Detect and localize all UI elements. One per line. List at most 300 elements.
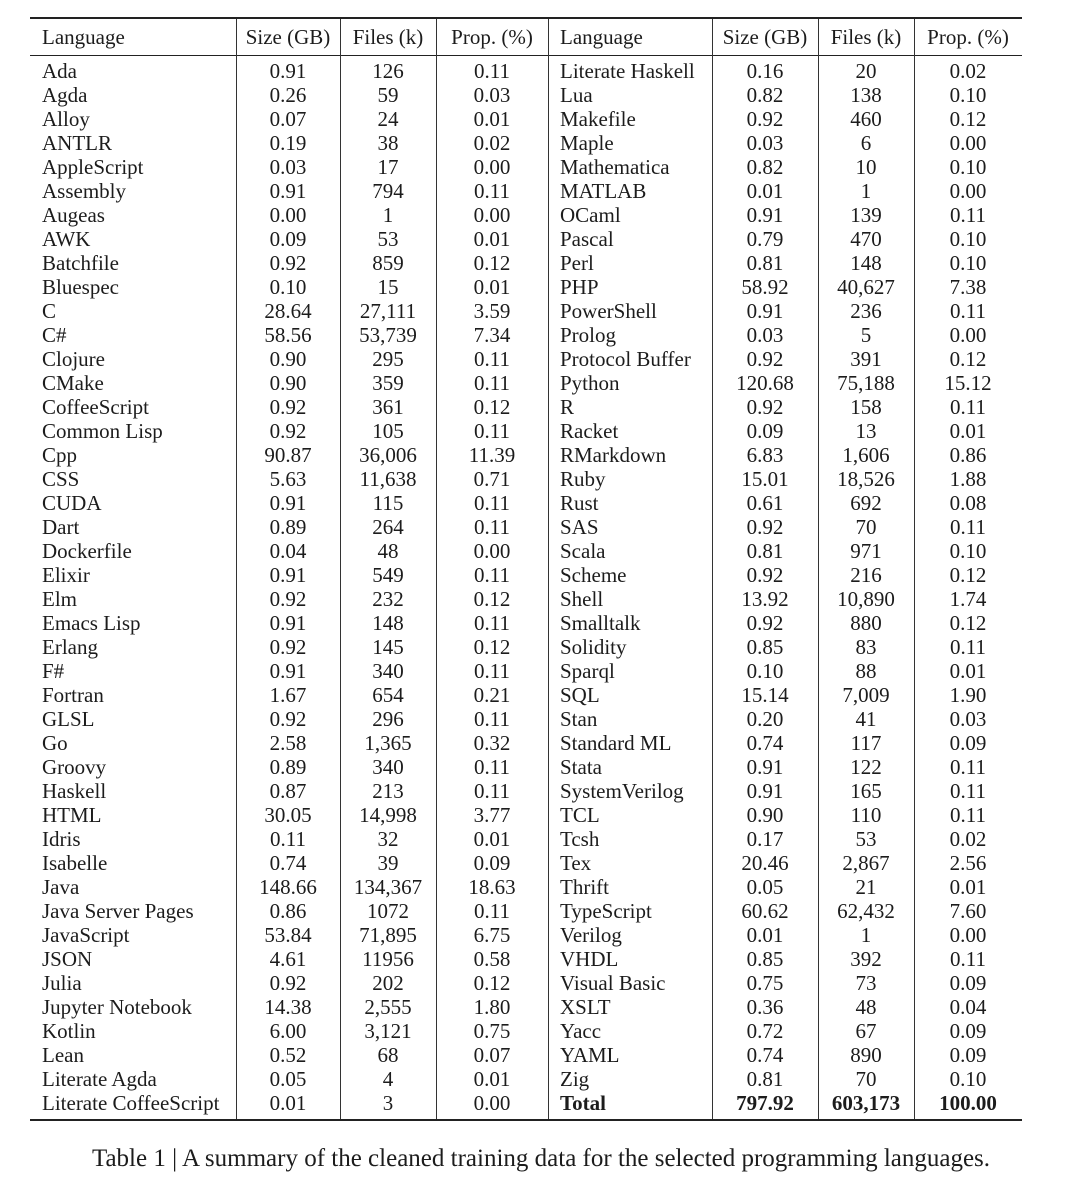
table-row: [30, 539, 1022, 563]
left-size-gb-cell: 0.91: [269, 179, 307, 203]
left-prop-pct-cell: 0.58: [473, 947, 511, 971]
right-language-cell: Visual Basic: [560, 971, 666, 995]
right-prop-pct-cell: 0.11: [950, 803, 986, 827]
header-left-files-k: Files (k): [352, 25, 424, 49]
left-files-k-cell: 39: [377, 851, 399, 875]
right-language-cell: R: [560, 395, 575, 419]
table-body: [30, 59, 1022, 1115]
left-files-k-cell: 14,998: [359, 803, 417, 827]
table-row: [30, 947, 1022, 971]
right-files-k-cell: 692: [850, 491, 882, 515]
right-prop-pct-cell: 0.11: [950, 395, 986, 419]
left-size-gb-cell: 0.09: [269, 227, 307, 251]
left-files-k-cell: 232: [372, 587, 404, 611]
header-left-prop-pct: Prop. (%): [451, 25, 533, 49]
left-files-k-cell: 27,111: [359, 299, 417, 323]
left-files-k-cell: 859: [372, 251, 404, 275]
left-prop-pct-cell: 0.11: [474, 59, 510, 83]
right-files-k-cell: 18,526: [837, 467, 895, 491]
left-files-k-cell: 53: [377, 227, 399, 251]
left-size-gb-cell: 0.04: [269, 539, 307, 563]
right-size-gb-cell: 0.91: [746, 203, 784, 227]
left-prop-pct-cell: 0.00: [473, 203, 511, 227]
right-files-k-cell: 62,432: [837, 899, 895, 923]
left-prop-pct-cell: 18.63: [468, 875, 516, 899]
left-language-cell: C#: [42, 323, 67, 347]
right-language-cell: YAML: [560, 1043, 620, 1067]
right-size-gb-cell: 15.14: [741, 683, 789, 707]
left-prop-pct-cell: 0.11: [474, 371, 510, 395]
left-size-gb-cell: 5.63: [269, 467, 307, 491]
right-files-k-cell: 75,188: [837, 371, 895, 395]
right-size-gb-cell: 0.92: [746, 515, 784, 539]
left-language-cell: CoffeeScript: [42, 395, 149, 419]
left-files-k-cell: 264: [372, 515, 404, 539]
right-size-gb-cell: 0.92: [746, 347, 784, 371]
table-row: [30, 467, 1022, 491]
left-size-gb-cell: 6.00: [269, 1019, 307, 1043]
left-size-gb-cell: 0.00: [269, 203, 307, 227]
left-prop-pct-cell: 0.02: [473, 131, 511, 155]
left-language-cell: Julia: [42, 971, 82, 995]
left-prop-pct-cell: 0.75: [473, 1019, 511, 1043]
right-language-cell: Literate Haskell: [560, 59, 695, 83]
right-size-gb-cell: 0.03: [746, 131, 784, 155]
right-prop-pct-cell: 0.11: [950, 515, 986, 539]
right-size-gb-cell: 20.46: [741, 851, 789, 875]
right-size-gb-cell: 0.79: [746, 227, 784, 251]
right-language-cell: TCL: [560, 803, 600, 827]
right-size-gb-cell: 0.20: [746, 707, 784, 731]
table-row: [30, 899, 1022, 923]
table-row: [30, 491, 1022, 515]
total-size-gb-cell: 797.92: [736, 1091, 794, 1115]
right-files-k-cell: 2,867: [842, 851, 890, 875]
left-language-cell: Bluespec: [42, 275, 119, 299]
left-language-cell: Java Server Pages: [42, 899, 194, 923]
total-language-cell: Total: [560, 1091, 606, 1115]
right-size-gb-cell: 120.68: [736, 371, 794, 395]
right-language-cell: Makefile: [560, 107, 636, 131]
left-files-k-cell: 296: [372, 707, 404, 731]
right-language-cell: SystemVerilog: [560, 779, 684, 803]
table-row: [30, 755, 1022, 779]
left-prop-pct-cell: 0.11: [474, 179, 510, 203]
right-files-k-cell: 88: [855, 659, 877, 683]
left-prop-pct-cell: 0.11: [474, 659, 510, 683]
left-files-k-cell: 68: [377, 1043, 399, 1067]
left-size-gb-cell: 28.64: [264, 299, 312, 323]
table-row: [30, 443, 1022, 467]
right-language-cell: Scala: [560, 539, 606, 563]
right-prop-pct-cell: 0.10: [949, 227, 987, 251]
left-size-gb-cell: 0.03: [269, 155, 307, 179]
left-files-k-cell: 53,739: [359, 323, 417, 347]
right-size-gb-cell: 0.01: [746, 923, 784, 947]
left-files-k-cell: 15: [377, 275, 399, 299]
left-prop-pct-cell: 0.12: [473, 635, 511, 659]
table-row: [30, 107, 1022, 131]
right-files-k-cell: 890: [850, 1043, 882, 1067]
left-size-gb-cell: 0.92: [269, 419, 307, 443]
left-size-gb-cell: 0.92: [269, 251, 307, 275]
left-size-gb-cell: 148.66: [259, 875, 317, 899]
right-files-k-cell: 148: [850, 251, 882, 275]
left-size-gb-cell: 0.11: [270, 827, 306, 851]
right-files-k-cell: 10: [855, 155, 877, 179]
left-language-cell: AppleScript: [42, 155, 144, 179]
left-prop-pct-cell: 0.11: [474, 419, 510, 443]
right-prop-pct-cell: 0.00: [949, 131, 987, 155]
right-language-cell: TypeScript: [560, 899, 652, 923]
right-language-cell: Pascal: [560, 227, 614, 251]
left-language-cell: Isabelle: [42, 851, 108, 875]
header-right-language: Language: [560, 25, 643, 49]
right-files-k-cell: 70: [855, 1067, 877, 1091]
left-language-cell: Emacs Lisp: [42, 611, 141, 635]
left-language-cell: C: [42, 299, 57, 323]
right-language-cell: Protocol Buffer: [560, 347, 691, 371]
left-files-k-cell: 340: [372, 659, 404, 683]
right-size-gb-cell: 0.82: [746, 155, 784, 179]
right-prop-pct-cell: 0.11: [950, 299, 986, 323]
right-files-k-cell: 1,606: [842, 443, 890, 467]
left-language-cell: Groovy: [42, 755, 107, 779]
right-files-k-cell: 10,890: [837, 587, 895, 611]
right-files-k-cell: 971: [850, 539, 882, 563]
left-prop-pct-cell: 0.01: [473, 275, 511, 299]
table-row: [30, 179, 1022, 203]
right-prop-pct-cell: 7.38: [949, 275, 987, 299]
right-size-gb-cell: 0.61: [746, 491, 784, 515]
left-files-k-cell: 48: [377, 539, 399, 563]
left-prop-pct-cell: 0.71: [473, 467, 511, 491]
right-files-k-cell: 460: [850, 107, 882, 131]
right-language-cell: PHP: [560, 275, 599, 299]
total-prop-pct-cell: 100.00: [939, 1091, 997, 1115]
left-language-cell: CUDA: [42, 491, 102, 515]
left-language-cell: Fortran: [42, 683, 104, 707]
right-size-gb-cell: 0.75: [746, 971, 784, 995]
left-size-gb-cell: 1.67: [269, 683, 307, 707]
right-language-cell: RMarkdown: [560, 443, 667, 467]
left-size-gb-cell: 0.07: [269, 107, 307, 131]
right-size-gb-cell: 0.72: [746, 1019, 784, 1043]
right-prop-pct-cell: 0.09: [949, 1043, 987, 1067]
left-size-gb-cell: 0.05: [269, 1067, 307, 1091]
right-language-cell: Ruby: [560, 467, 606, 491]
left-files-k-cell: 295: [372, 347, 404, 371]
table-row: [30, 347, 1022, 371]
right-size-gb-cell: 0.85: [746, 947, 784, 971]
left-language-cell: Elixir: [42, 563, 90, 587]
right-files-k-cell: 110: [850, 803, 882, 827]
right-language-cell: Mathematica: [560, 155, 670, 179]
left-prop-pct-cell: 0.11: [474, 755, 510, 779]
right-prop-pct-cell: 0.10: [949, 83, 987, 107]
left-size-gb-cell: 0.92: [269, 395, 307, 419]
left-prop-pct-cell: 0.12: [473, 971, 511, 995]
right-language-cell: Lua: [560, 83, 593, 107]
left-size-gb-cell: 0.90: [269, 371, 307, 395]
right-files-k-cell: 117: [850, 731, 882, 755]
right-prop-pct-cell: 0.09: [949, 1019, 987, 1043]
right-language-cell: Stata: [560, 755, 602, 779]
right-files-k-cell: 470: [850, 227, 882, 251]
table-row: [30, 299, 1022, 323]
right-language-cell: PowerShell: [560, 299, 657, 323]
left-files-k-cell: 17: [377, 155, 399, 179]
right-prop-pct-cell: 0.00: [949, 179, 987, 203]
left-size-gb-cell: 0.74: [269, 851, 307, 875]
right-language-cell: Shell: [560, 587, 604, 611]
left-language-cell: Batchfile: [42, 251, 119, 275]
right-prop-pct-cell: 0.08: [949, 491, 987, 515]
left-size-gb-cell: 0.92: [269, 587, 307, 611]
left-language-cell: Ada: [42, 59, 77, 83]
left-language-cell: ANTLR: [42, 131, 112, 155]
right-files-k-cell: 83: [855, 635, 877, 659]
right-size-gb-cell: 13.92: [741, 587, 789, 611]
table-header: [30, 19, 1022, 55]
left-language-cell: Common Lisp: [42, 419, 163, 443]
right-language-cell: Perl: [560, 251, 594, 275]
left-language-cell: Alloy: [42, 107, 90, 131]
table-header-rule: [30, 55, 1022, 56]
right-language-cell: Solidity: [560, 635, 627, 659]
left-language-cell: Elm: [42, 587, 77, 611]
left-language-cell: CMake: [42, 371, 104, 395]
left-language-cell: Augeas: [42, 203, 105, 227]
left-prop-pct-cell: 3.59: [473, 299, 511, 323]
left-size-gb-cell: 0.91: [269, 59, 307, 83]
left-size-gb-cell: 0.01: [269, 1091, 307, 1115]
table-row: [30, 611, 1022, 635]
right-language-cell: Prolog: [560, 323, 617, 347]
table-row: [30, 83, 1022, 107]
table-caption: Table 1 | A summary of the cleaned training data for the selected programming languages.: [91, 1145, 991, 1172]
left-language-cell: Dart: [42, 515, 80, 539]
right-language-cell: Rust: [560, 491, 599, 515]
right-prop-pct-cell: 0.86: [949, 443, 987, 467]
left-files-k-cell: 115: [372, 491, 404, 515]
left-language-cell: Literate Agda: [42, 1067, 157, 1091]
right-files-k-cell: 1: [860, 179, 872, 203]
right-files-k-cell: 73: [855, 971, 877, 995]
left-files-k-cell: 1,365: [364, 731, 412, 755]
right-size-gb-cell: 0.91: [746, 755, 784, 779]
table-row: [30, 707, 1022, 731]
left-size-gb-cell: 2.58: [269, 731, 307, 755]
left-files-k-cell: 134,367: [353, 875, 423, 899]
left-size-gb-cell: 0.91: [269, 659, 307, 683]
left-prop-pct-cell: 3.77: [473, 803, 511, 827]
table-row: [30, 275, 1022, 299]
right-files-k-cell: 20: [855, 59, 877, 83]
right-language-cell: Sparql: [560, 659, 615, 683]
left-files-k-cell: 213: [372, 779, 404, 803]
right-files-k-cell: 216: [850, 563, 882, 587]
right-prop-pct-cell: 0.11: [950, 779, 986, 803]
right-language-cell: Yacc: [560, 1019, 602, 1043]
left-language-cell: Jupyter Notebook: [42, 995, 192, 1019]
left-prop-pct-cell: 0.11: [474, 899, 510, 923]
left-language-cell: Idris: [42, 827, 81, 851]
right-size-gb-cell: 15.01: [741, 467, 789, 491]
left-prop-pct-cell: 0.32: [473, 731, 511, 755]
right-prop-pct-cell: 0.01: [949, 659, 987, 683]
left-prop-pct-cell: 6.75: [473, 923, 511, 947]
right-files-k-cell: 6: [860, 131, 872, 155]
left-size-gb-cell: 30.05: [264, 803, 312, 827]
right-size-gb-cell: 0.92: [746, 611, 784, 635]
left-files-k-cell: 202: [372, 971, 404, 995]
right-size-gb-cell: 60.62: [741, 899, 789, 923]
right-size-gb-cell: 0.81: [746, 251, 784, 275]
right-prop-pct-cell: 0.02: [949, 827, 987, 851]
left-prop-pct-cell: 0.01: [473, 227, 511, 251]
right-size-gb-cell: 0.03: [746, 323, 784, 347]
right-files-k-cell: 158: [850, 395, 882, 419]
right-prop-pct-cell: 1.90: [949, 683, 987, 707]
right-language-cell: Maple: [560, 131, 614, 155]
right-size-gb-cell: 0.85: [746, 635, 784, 659]
left-size-gb-cell: 0.91: [269, 491, 307, 515]
left-language-cell: CSS: [42, 467, 80, 491]
right-prop-pct-cell: 15.12: [944, 371, 992, 395]
table-row: [30, 1043, 1022, 1067]
right-files-k-cell: 122: [850, 755, 882, 779]
left-files-k-cell: 359: [372, 371, 404, 395]
left-size-gb-cell: 0.19: [269, 131, 307, 155]
right-size-gb-cell: 0.36: [746, 995, 784, 1019]
right-prop-pct-cell: 0.11: [950, 947, 986, 971]
table-row: [30, 251, 1022, 275]
left-size-gb-cell: 0.92: [269, 635, 307, 659]
left-size-gb-cell: 14.38: [264, 995, 312, 1019]
right-prop-pct-cell: 1.74: [949, 587, 987, 611]
left-language-cell: Erlang: [42, 635, 98, 659]
left-prop-pct-cell: 0.01: [473, 1067, 511, 1091]
left-size-gb-cell: 0.89: [269, 755, 307, 779]
left-prop-pct-cell: 0.11: [474, 707, 510, 731]
left-prop-pct-cell: 0.00: [473, 155, 511, 179]
header-right-size-gb: Size (GB): [722, 25, 808, 49]
right-size-gb-cell: 0.09: [746, 419, 784, 443]
right-files-k-cell: 5: [860, 323, 872, 347]
left-language-cell: Literate CoffeeScript: [42, 1091, 220, 1115]
left-prop-pct-cell: 11.39: [468, 443, 516, 467]
left-files-k-cell: 3: [382, 1091, 394, 1115]
right-language-cell: Tex: [560, 851, 592, 875]
left-files-k-cell: 71,895: [359, 923, 417, 947]
table-row: [30, 227, 1022, 251]
right-prop-pct-cell: 0.12: [949, 347, 987, 371]
right-size-gb-cell: 0.82: [746, 83, 784, 107]
left-files-k-cell: 32: [377, 827, 399, 851]
left-language-cell: Java: [42, 875, 80, 899]
right-prop-pct-cell: 0.01: [949, 419, 987, 443]
right-size-gb-cell: 0.92: [746, 563, 784, 587]
table-row: [30, 1019, 1022, 1043]
right-prop-pct-cell: 0.11: [950, 203, 986, 227]
right-size-gb-cell: 0.01: [746, 179, 784, 203]
right-files-k-cell: 7,009: [842, 683, 890, 707]
left-prop-pct-cell: 0.12: [473, 395, 511, 419]
left-size-gb-cell: 0.91: [269, 611, 307, 635]
right-prop-pct-cell: 0.10: [949, 155, 987, 179]
left-size-gb-cell: 0.10: [269, 275, 307, 299]
right-size-gb-cell: 0.92: [746, 395, 784, 419]
left-files-k-cell: 1072: [367, 899, 409, 923]
left-prop-pct-cell: 0.00: [473, 539, 511, 563]
left-language-cell: Clojure: [42, 347, 105, 371]
left-files-k-cell: 549: [372, 563, 404, 587]
left-files-k-cell: 2,555: [364, 995, 412, 1019]
left-size-gb-cell: 0.26: [269, 83, 307, 107]
right-prop-pct-cell: 0.11: [950, 755, 986, 779]
left-prop-pct-cell: 0.11: [474, 515, 510, 539]
left-files-k-cell: 59: [377, 83, 399, 107]
right-prop-pct-cell: 0.12: [949, 563, 987, 587]
left-prop-pct-cell: 0.11: [474, 563, 510, 587]
table-row: [30, 659, 1022, 683]
left-size-gb-cell: 58.56: [264, 323, 312, 347]
right-language-cell: Zig: [560, 1067, 590, 1091]
left-language-cell: HTML: [42, 803, 102, 827]
right-language-cell: XSLT: [560, 995, 611, 1019]
right-language-cell: SAS: [560, 515, 599, 539]
right-language-cell: SQL: [560, 683, 600, 707]
right-prop-pct-cell: 0.00: [949, 923, 987, 947]
left-files-k-cell: 361: [372, 395, 404, 419]
table-row: [30, 851, 1022, 875]
left-size-gb-cell: 4.61: [269, 947, 307, 971]
right-language-cell: Standard ML: [560, 731, 672, 755]
table-row: [30, 563, 1022, 587]
right-files-k-cell: 880: [850, 611, 882, 635]
right-prop-pct-cell: 0.09: [949, 971, 987, 995]
right-files-k-cell: 21: [855, 875, 877, 899]
right-prop-pct-cell: 7.60: [949, 899, 987, 923]
table-row: [30, 395, 1022, 419]
left-prop-pct-cell: 0.11: [474, 779, 510, 803]
right-language-cell: Racket: [560, 419, 619, 443]
left-files-k-cell: 105: [372, 419, 404, 443]
right-files-k-cell: 392: [850, 947, 882, 971]
left-language-cell: Assembly: [42, 179, 126, 203]
left-language-cell: Haskell: [42, 779, 107, 803]
right-language-cell: Python: [560, 371, 620, 395]
left-files-k-cell: 36,006: [359, 443, 417, 467]
left-size-gb-cell: 0.87: [269, 779, 307, 803]
right-prop-pct-cell: 0.10: [949, 539, 987, 563]
table-row: [30, 1067, 1022, 1091]
left-files-k-cell: 38: [377, 131, 399, 155]
left-files-k-cell: 3,121: [364, 1019, 412, 1043]
right-size-gb-cell: 0.91: [746, 779, 784, 803]
left-size-gb-cell: 0.92: [269, 707, 307, 731]
left-prop-pct-cell: 0.09: [473, 851, 511, 875]
left-size-gb-cell: 0.89: [269, 515, 307, 539]
left-size-gb-cell: 0.52: [269, 1043, 307, 1067]
left-files-k-cell: 340: [372, 755, 404, 779]
left-size-gb-cell: 0.91: [269, 563, 307, 587]
left-language-cell: Cpp: [42, 443, 78, 467]
right-size-gb-cell: 0.81: [746, 1067, 784, 1091]
right-size-gb-cell: 0.74: [746, 1043, 784, 1067]
table-row: [30, 827, 1022, 851]
